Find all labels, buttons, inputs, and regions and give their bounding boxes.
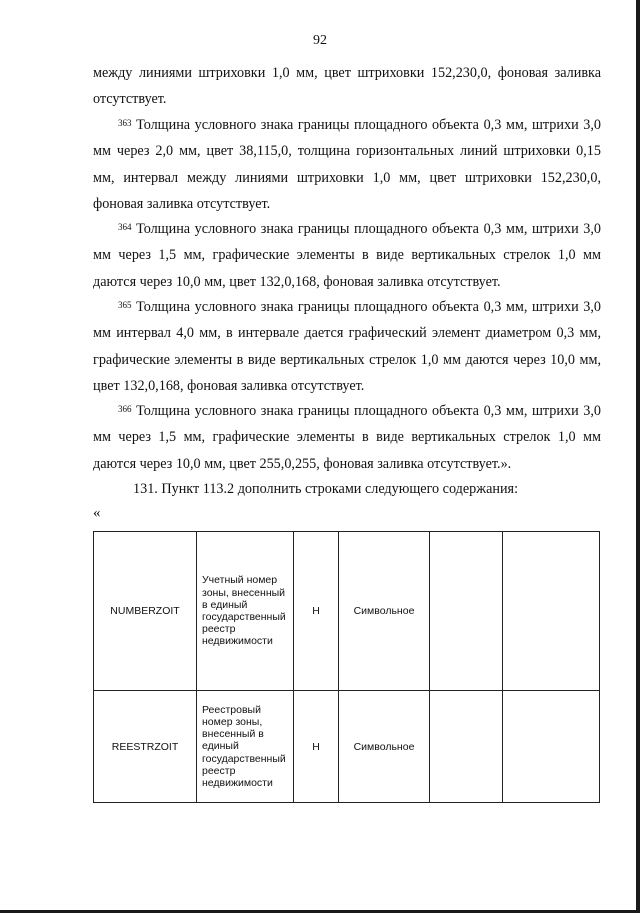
open-quote: « (93, 505, 101, 521)
table-cell-description: Учетный номер зоны, внесенный в единый государственный реестр недвижимости (197, 532, 294, 691)
footnote-ref: 363 (118, 118, 132, 128)
footnote-364 (93, 216, 601, 295)
table-cell-empty (430, 532, 503, 691)
paragraph-131 (93, 476, 601, 502)
attribute-table (93, 531, 600, 803)
table-row (94, 532, 600, 691)
paragraph-text: 131. Пункт 113.2 дополнить строками следующего содержания: (133, 481, 519, 497)
paragraph-continuation (93, 60, 601, 113)
footnote-text: Толщина условного знака границы площадного объекта 0,3 мм, штрихи 3,0 мм интервал 4,0 мм, в интервале дается графический элемент диаметром 0,3 мм, графические элементы в виде вертикальных стрелок 1,0 мм даются через 10,0 мм, цвет 132,0,168, фоновая заливка отсутствует. (93, 299, 601, 394)
table-cell-code: REESTRZOIT (94, 691, 197, 803)
footnote-text: Толщина условного знака границы площадного объекта 0,3 мм, штрихи 3,0 мм через 2,0 мм, цвет 38,115,0, толщина горизонтальных линий штриховки 0,15 мм, интервал между линиями штриховки 1,0 мм, цвет штриховки 152,230,0, фоновая заливка отсутствует. (93, 117, 601, 212)
footnote-text: Толщина условного знака границы площадного объекта 0,3 мм, штрихи 3,0 мм через 1,5 мм, графические элементы в виде вертикальных стрелок 1,0 мм даются через 10,0 мм, цвет 255,0,255, фоновая заливка отсутствует.». (93, 403, 601, 472)
footnote-ref: 365 (118, 300, 132, 310)
table-cell-empty (503, 532, 600, 691)
footnote-ref: 364 (118, 222, 132, 232)
paragraph-text: между линиями штриховки 1,0 мм, цвет штриховки 152,230,0, фоновая заливка отсутствует. (93, 65, 601, 108)
footnote-363 (93, 112, 601, 217)
footnote-365 (93, 294, 601, 399)
table-cell-required: Н (294, 691, 339, 803)
table-cell-code: NUMBERZOIT (94, 532, 197, 691)
footnote-366 (93, 398, 601, 477)
table-cell-empty (430, 691, 503, 803)
table-cell-required: Н (294, 532, 339, 691)
footnote-text: Толщина условного знака границы площадного объекта 0,3 мм, штрихи 3,0 мм через 1,5 мм, графические элементы в виде вертикальных стрелок 1,0 мм даются через 10,0 мм, цвет 132,0,168, фоновая заливка отсутствует. (93, 221, 601, 290)
table-cell-type: Символьное (339, 532, 430, 691)
table-cell-description: Реестровый номер зоны, внесенный в единый государственный реестр недвижимости (197, 691, 294, 803)
table-cell-empty (503, 691, 600, 803)
table-cell-type: Символьное (339, 691, 430, 803)
footnote-ref: 366 (118, 404, 132, 414)
page-number: 92 (313, 33, 327, 48)
page-edge-right (636, 0, 640, 913)
table-row (94, 691, 600, 803)
